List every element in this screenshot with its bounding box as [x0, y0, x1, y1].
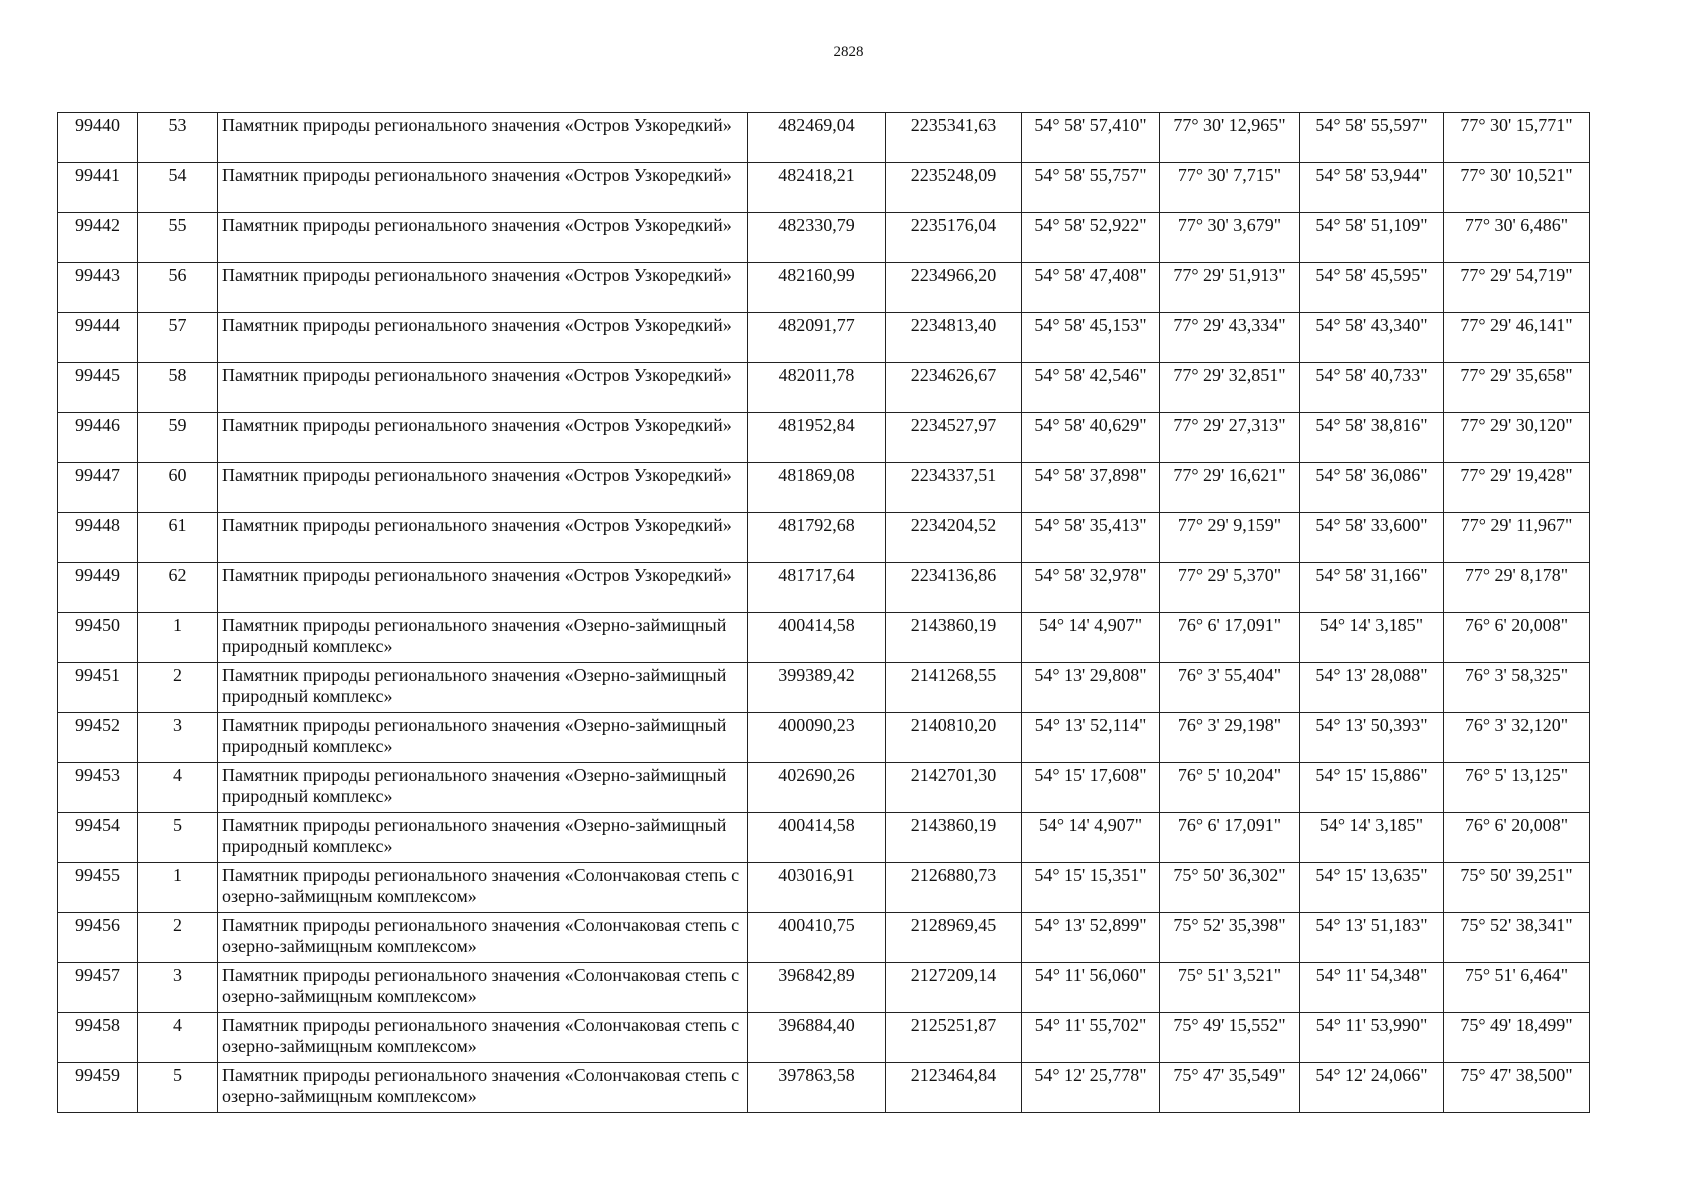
row-id-cell: 99451	[58, 663, 138, 713]
row-id-cell: 99454	[58, 813, 138, 863]
y-coordinate-cell: 2141268,55	[886, 663, 1022, 713]
longitude-alt-cell: 75° 50' 39,251"	[1444, 863, 1590, 913]
row-id-cell: 99440	[58, 113, 138, 163]
x-coordinate-cell: 481717,64	[748, 563, 886, 613]
table-row	[58, 1063, 1590, 1113]
latitude-cell: 54° 58' 52,922"	[1022, 213, 1160, 263]
latitude-cell: 54° 15' 17,608"	[1022, 763, 1160, 813]
longitude-alt-cell: 77° 29' 8,178"	[1444, 563, 1590, 613]
latitude-alt-cell: 54° 13' 28,088"	[1300, 663, 1444, 713]
table-row	[58, 213, 1590, 263]
object-name-cell: Памятник природы регионального значения «Остров Узкоредкий»	[218, 163, 748, 213]
y-coordinate-cell: 2234337,51	[886, 463, 1022, 513]
y-coordinate-cell: 2143860,19	[886, 813, 1022, 863]
row-id-cell: 99445	[58, 363, 138, 413]
x-coordinate-cell: 482418,21	[748, 163, 886, 213]
latitude-cell: 54° 58' 57,410"	[1022, 113, 1160, 163]
latitude-cell: 54° 14' 4,907"	[1022, 813, 1160, 863]
point-number-cell: 54	[138, 163, 218, 213]
longitude-cell: 75° 52' 35,398"	[1160, 913, 1300, 963]
row-id-cell: 99450	[58, 613, 138, 663]
object-name-cell: Памятник природы регионального значения «Остров Узкоредкий»	[218, 413, 748, 463]
y-coordinate-cell: 2127209,14	[886, 963, 1022, 1013]
latitude-alt-cell: 54° 11' 54,348"	[1300, 963, 1444, 1013]
table-row	[58, 913, 1590, 963]
x-coordinate-cell: 482011,78	[748, 363, 886, 413]
longitude-cell: 75° 50' 36,302"	[1160, 863, 1300, 913]
object-name-cell: Памятник природы регионального значения «Остров Узкоредкий»	[218, 313, 748, 363]
longitude-alt-cell: 77° 30' 10,521"	[1444, 163, 1590, 213]
object-name-cell: Памятник природы регионального значения «Озерно-займищный природный комплекс»	[218, 813, 748, 863]
longitude-alt-cell: 76° 5' 13,125"	[1444, 763, 1590, 813]
latitude-alt-cell: 54° 12' 24,066"	[1300, 1063, 1444, 1113]
object-name-cell: Памятник природы регионального значения «Остров Узкоредкий»	[218, 363, 748, 413]
longitude-alt-cell: 77° 29' 11,967"	[1444, 513, 1590, 563]
page-number: 2828	[833, 44, 864, 60]
row-id-cell: 99449	[58, 563, 138, 613]
latitude-cell: 54° 58' 47,408"	[1022, 263, 1160, 313]
y-coordinate-cell: 2125251,87	[886, 1013, 1022, 1063]
y-coordinate-cell: 2234626,67	[886, 363, 1022, 413]
longitude-cell: 76° 5' 10,204"	[1160, 763, 1300, 813]
row-id-cell: 99455	[58, 863, 138, 913]
latitude-alt-cell: 54° 58' 45,595"	[1300, 263, 1444, 313]
point-number-cell: 5	[138, 813, 218, 863]
point-number-cell: 2	[138, 913, 218, 963]
latitude-alt-cell: 54° 14' 3,185"	[1300, 613, 1444, 663]
longitude-cell: 77° 29' 5,370"	[1160, 563, 1300, 613]
y-coordinate-cell: 2143860,19	[886, 613, 1022, 663]
latitude-alt-cell: 54° 58' 51,109"	[1300, 213, 1444, 263]
point-number-cell: 60	[138, 463, 218, 513]
latitude-cell: 54° 58' 37,898"	[1022, 463, 1160, 513]
table-row	[58, 363, 1590, 413]
y-coordinate-cell: 2142701,30	[886, 763, 1022, 813]
latitude-alt-cell: 54° 58' 55,597"	[1300, 113, 1444, 163]
point-number-cell: 3	[138, 713, 218, 763]
object-name-cell: Памятник природы регионального значения «Озерно-займищный природный комплекс»	[218, 663, 748, 713]
x-coordinate-cell: 400414,58	[748, 813, 886, 863]
point-number-cell: 1	[138, 863, 218, 913]
longitude-alt-cell: 75° 49' 18,499"	[1444, 1013, 1590, 1063]
x-coordinate-cell: 481952,84	[748, 413, 886, 463]
table-row	[58, 663, 1590, 713]
latitude-alt-cell: 54° 58' 53,944"	[1300, 163, 1444, 213]
object-name-cell: Памятник природы регионального значения «Остров Узкоредкий»	[218, 263, 748, 313]
latitude-cell: 54° 58' 55,757"	[1022, 163, 1160, 213]
longitude-cell: 77° 29' 27,313"	[1160, 413, 1300, 463]
row-id-cell: 99459	[58, 1063, 138, 1113]
longitude-cell: 77° 29' 51,913"	[1160, 263, 1300, 313]
x-coordinate-cell: 403016,91	[748, 863, 886, 913]
point-number-cell: 56	[138, 263, 218, 313]
table-row	[58, 113, 1590, 163]
longitude-cell: 76° 6' 17,091"	[1160, 813, 1300, 863]
table-row	[58, 963, 1590, 1013]
row-id-cell: 99446	[58, 413, 138, 463]
longitude-alt-cell: 75° 52' 38,341"	[1444, 913, 1590, 963]
row-id-cell: 99457	[58, 963, 138, 1013]
table-row	[58, 313, 1590, 363]
x-coordinate-cell: 481792,68	[748, 513, 886, 563]
x-coordinate-cell: 397863,58	[748, 1063, 886, 1113]
y-coordinate-cell: 2128969,45	[886, 913, 1022, 963]
object-name-cell: Памятник природы регионального значения «Остров Узкоредкий»	[218, 463, 748, 513]
point-number-cell: 4	[138, 1013, 218, 1063]
table-row	[58, 563, 1590, 613]
y-coordinate-cell: 2123464,84	[886, 1063, 1022, 1113]
point-number-cell: 55	[138, 213, 218, 263]
point-number-cell: 2	[138, 663, 218, 713]
point-number-cell: 4	[138, 763, 218, 813]
table-row	[58, 863, 1590, 913]
latitude-cell: 54° 11' 56,060"	[1022, 963, 1160, 1013]
x-coordinate-cell: 482091,77	[748, 313, 886, 363]
row-id-cell: 99441	[58, 163, 138, 213]
table-row	[58, 613, 1590, 663]
longitude-cell: 77° 30' 12,965"	[1160, 113, 1300, 163]
point-number-cell: 59	[138, 413, 218, 463]
table-row	[58, 763, 1590, 813]
x-coordinate-cell: 402690,26	[748, 763, 886, 813]
latitude-cell: 54° 13' 29,808"	[1022, 663, 1160, 713]
point-number-cell: 5	[138, 1063, 218, 1113]
object-name-cell: Памятник природы регионального значения «Солончаковая степь с озерно-займищным комплексом»	[218, 1013, 748, 1063]
latitude-alt-cell: 54° 15' 13,635"	[1300, 863, 1444, 913]
latitude-alt-cell: 54° 13' 50,393"	[1300, 713, 1444, 763]
object-name-cell: Памятник природы регионального значения «Солончаковая степь с озерно-займищным комплексом»	[218, 863, 748, 913]
latitude-alt-cell: 54° 58' 31,166"	[1300, 563, 1444, 613]
latitude-alt-cell: 54° 14' 3,185"	[1300, 813, 1444, 863]
point-number-cell: 62	[138, 563, 218, 613]
point-number-cell: 53	[138, 113, 218, 163]
longitude-alt-cell: 76° 3' 58,325"	[1444, 663, 1590, 713]
longitude-cell: 77° 29' 32,851"	[1160, 363, 1300, 413]
table-row	[58, 713, 1590, 763]
table-row	[58, 413, 1590, 463]
x-coordinate-cell: 482469,04	[748, 113, 886, 163]
latitude-cell: 54° 15' 15,351"	[1022, 863, 1160, 913]
longitude-alt-cell: 75° 47' 38,500"	[1444, 1063, 1590, 1113]
longitude-alt-cell: 77° 29' 46,141"	[1444, 313, 1590, 363]
latitude-cell: 54° 58' 42,546"	[1022, 363, 1160, 413]
table-row	[58, 1013, 1590, 1063]
y-coordinate-cell: 2235248,09	[886, 163, 1022, 213]
longitude-alt-cell: 76° 6' 20,008"	[1444, 613, 1590, 663]
y-coordinate-cell: 2234966,20	[886, 263, 1022, 313]
latitude-cell: 54° 58' 45,153"	[1022, 313, 1160, 363]
longitude-alt-cell: 77° 29' 35,658"	[1444, 363, 1590, 413]
point-number-cell: 3	[138, 963, 218, 1013]
latitude-alt-cell: 54° 15' 15,886"	[1300, 763, 1444, 813]
latitude-cell: 54° 14' 4,907"	[1022, 613, 1160, 663]
row-id-cell: 99453	[58, 763, 138, 813]
longitude-cell: 77° 29' 16,621"	[1160, 463, 1300, 513]
x-coordinate-cell: 400410,75	[748, 913, 886, 963]
longitude-cell: 76° 6' 17,091"	[1160, 613, 1300, 663]
y-coordinate-cell: 2234204,52	[886, 513, 1022, 563]
longitude-alt-cell: 77° 29' 19,428"	[1444, 463, 1590, 513]
table-row	[58, 263, 1590, 313]
point-number-cell: 57	[138, 313, 218, 363]
y-coordinate-cell: 2234813,40	[886, 313, 1022, 363]
longitude-cell: 76° 3' 29,198"	[1160, 713, 1300, 763]
longitude-cell: 77° 29' 43,334"	[1160, 313, 1300, 363]
longitude-alt-cell: 76° 3' 32,120"	[1444, 713, 1590, 763]
table-body	[58, 113, 1590, 1113]
point-number-cell: 1	[138, 613, 218, 663]
y-coordinate-cell: 2126880,73	[886, 863, 1022, 913]
y-coordinate-cell: 2234527,97	[886, 413, 1022, 463]
latitude-alt-cell: 54° 58' 36,086"	[1300, 463, 1444, 513]
x-coordinate-cell: 400414,58	[748, 613, 886, 663]
latitude-alt-cell: 54° 58' 33,600"	[1300, 513, 1444, 563]
x-coordinate-cell: 396842,89	[748, 963, 886, 1013]
object-name-cell: Памятник природы регионального значения «Остров Узкоредкий»	[218, 113, 748, 163]
latitude-alt-cell: 54° 11' 53,990"	[1300, 1013, 1444, 1063]
latitude-cell: 54° 13' 52,114"	[1022, 713, 1160, 763]
longitude-alt-cell: 77° 30' 6,486"	[1444, 213, 1590, 263]
table-row	[58, 813, 1590, 863]
row-id-cell: 99447	[58, 463, 138, 513]
point-number-cell: 61	[138, 513, 218, 563]
object-name-cell: Памятник природы регионального значения «Остров Узкоредкий»	[218, 513, 748, 563]
latitude-alt-cell: 54° 58' 38,816"	[1300, 413, 1444, 463]
row-id-cell: 99452	[58, 713, 138, 763]
latitude-cell: 54° 58' 40,629"	[1022, 413, 1160, 463]
latitude-alt-cell: 54° 13' 51,183"	[1300, 913, 1444, 963]
row-id-cell: 99444	[58, 313, 138, 363]
longitude-alt-cell: 75° 51' 6,464"	[1444, 963, 1590, 1013]
row-id-cell: 99448	[58, 513, 138, 563]
object-name-cell: Памятник природы регионального значения «Остров Узкоредкий»	[218, 563, 748, 613]
latitude-cell: 54° 58' 32,978"	[1022, 563, 1160, 613]
y-coordinate-cell: 2234136,86	[886, 563, 1022, 613]
y-coordinate-cell: 2235176,04	[886, 213, 1022, 263]
row-id-cell: 99456	[58, 913, 138, 963]
longitude-cell: 75° 51' 3,521"	[1160, 963, 1300, 1013]
point-number-cell: 58	[138, 363, 218, 413]
y-coordinate-cell: 2235341,63	[886, 113, 1022, 163]
longitude-cell: 75° 47' 35,549"	[1160, 1063, 1300, 1113]
coordinates-table	[57, 112, 1590, 1113]
object-name-cell: Памятник природы регионального значения «Озерно-займищный природный комплекс»	[218, 763, 748, 813]
table-row	[58, 513, 1590, 563]
y-coordinate-cell: 2140810,20	[886, 713, 1022, 763]
longitude-alt-cell: 77° 29' 54,719"	[1444, 263, 1590, 313]
latitude-alt-cell: 54° 58' 43,340"	[1300, 313, 1444, 363]
longitude-alt-cell: 77° 29' 30,120"	[1444, 413, 1590, 463]
object-name-cell: Памятник природы регионального значения «Солончаковая степь с озерно-займищным комплексом»	[218, 963, 748, 1013]
x-coordinate-cell: 399389,42	[748, 663, 886, 713]
latitude-cell: 54° 13' 52,899"	[1022, 913, 1160, 963]
latitude-cell: 54° 58' 35,413"	[1022, 513, 1160, 563]
row-id-cell: 99442	[58, 213, 138, 263]
table-row	[58, 463, 1590, 513]
table-row	[58, 163, 1590, 213]
longitude-cell: 77° 30' 7,715"	[1160, 163, 1300, 213]
row-id-cell: 99458	[58, 1013, 138, 1063]
latitude-alt-cell: 54° 58' 40,733"	[1300, 363, 1444, 413]
object-name-cell: Памятник природы регионального значения «Солончаковая степь с озерно-займищным комплексом»	[218, 913, 748, 963]
x-coordinate-cell: 481869,08	[748, 463, 886, 513]
longitude-cell: 77° 29' 9,159"	[1160, 513, 1300, 563]
longitude-alt-cell: 77° 30' 15,771"	[1444, 113, 1590, 163]
x-coordinate-cell: 482160,99	[748, 263, 886, 313]
latitude-cell: 54° 11' 55,702"	[1022, 1013, 1160, 1063]
longitude-cell: 77° 30' 3,679"	[1160, 213, 1300, 263]
latitude-cell: 54° 12' 25,778"	[1022, 1063, 1160, 1113]
object-name-cell: Памятник природы регионального значения «Остров Узкоредкий»	[218, 213, 748, 263]
x-coordinate-cell: 482330,79	[748, 213, 886, 263]
object-name-cell: Памятник природы регионального значения «Озерно-займищный природный комплекс»	[218, 713, 748, 763]
x-coordinate-cell: 400090,23	[748, 713, 886, 763]
row-id-cell: 99443	[58, 263, 138, 313]
longitude-cell: 75° 49' 15,552"	[1160, 1013, 1300, 1063]
object-name-cell: Памятник природы регионального значения «Солончаковая степь с озерно-займищным комплексом»	[218, 1063, 748, 1113]
longitude-cell: 76° 3' 55,404"	[1160, 663, 1300, 713]
object-name-cell: Памятник природы регионального значения «Озерно-займищный природный комплекс»	[218, 613, 748, 663]
longitude-alt-cell: 76° 6' 20,008"	[1444, 813, 1590, 863]
x-coordinate-cell: 396884,40	[748, 1013, 886, 1063]
